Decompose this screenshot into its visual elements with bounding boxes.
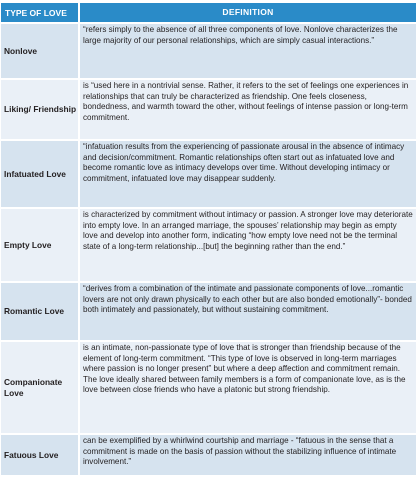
term-empty-love: Empty Love bbox=[4, 239, 52, 250]
love-types-table bbox=[1, 3, 416, 477]
table-row bbox=[1, 435, 416, 475]
table-row bbox=[1, 209, 416, 281]
definition-romantic-love: “derives from a combination of the intimate and passionate components of love...romantic lovers are not only drawn physically to each other but are also bonded emotionally”- bonded both intimately and passionately, but without sustaining commitment. bbox=[80, 283, 416, 340]
header-type-of-love: TYPE OF LOVE bbox=[1, 3, 78, 22]
term-fatuous-love: Fatuous Love bbox=[4, 449, 59, 460]
definition-infatuated-love: “infatuation results from the experiencing of passionate arousal in the absence of intimacy and decision/commitment. Romantic relationships often start out as infatuated love and become romantic love as intimacy develops over time. Without developing intimacy or commitment, infatuated love may disappear suddenly. bbox=[80, 141, 416, 207]
term-companionate-love: Companionate Love bbox=[4, 376, 63, 398]
term-romantic-love: Romantic Love bbox=[4, 306, 65, 316]
term-infatuated-love: Infatuated Love bbox=[4, 168, 66, 179]
term-liking-friendship: Liking/ Friendship bbox=[4, 104, 77, 114]
definition-fatuous-love: can be exemplified by a whirlwind courtship and marriage - “fatuous in the sense that a commitment is made on the basis of passion without the stabilizing influence of intimate involvement.” bbox=[80, 435, 416, 475]
definition-companionate-love: is an intimate, non-passionate type of love that is stronger than friendship because of the element of long-term commitment. “This type of love is observed in long-term marriages where passion is no longer present” but where a deep affection and commitment remain. The love ideally shared between family members is a form of companionate love, as is the love between close friends who have a platonic but strong friendship. bbox=[80, 342, 416, 433]
table-row bbox=[1, 24, 416, 78]
table-row bbox=[1, 141, 416, 207]
term-nonlove: Nonlove bbox=[4, 45, 38, 56]
definition-empty-love: is characterized by commitment without intimacy or passion. A stronger love may deteriorate into empty love. In an arranged marriage, the spouses’ relationship may begin as empty love and develop into another form, indicating “how empty love need not be the terminal state of a long-term relationship...[but] the beginning rather than the end.” bbox=[80, 209, 416, 281]
definition-liking-friendship: is “used here in a nontrivial sense. Rather, it refers to the set of feelings one experiences in relationships that can truly be characterized as friendship. One feels closeness, bondedness, and warmth toward the other, without feelings of intense passion or long-term commitment. bbox=[80, 80, 416, 139]
definition-nonlove: “refers simply to the absence of all three components of love. Nonlove characterizes the large majority of our personal relationships, which are simply casual interactions.” bbox=[80, 24, 416, 78]
table-row bbox=[1, 342, 416, 433]
table-row bbox=[1, 283, 416, 340]
header-definition: DEFINITION bbox=[80, 3, 416, 22]
table-header bbox=[1, 3, 416, 22]
table-row bbox=[1, 80, 416, 139]
